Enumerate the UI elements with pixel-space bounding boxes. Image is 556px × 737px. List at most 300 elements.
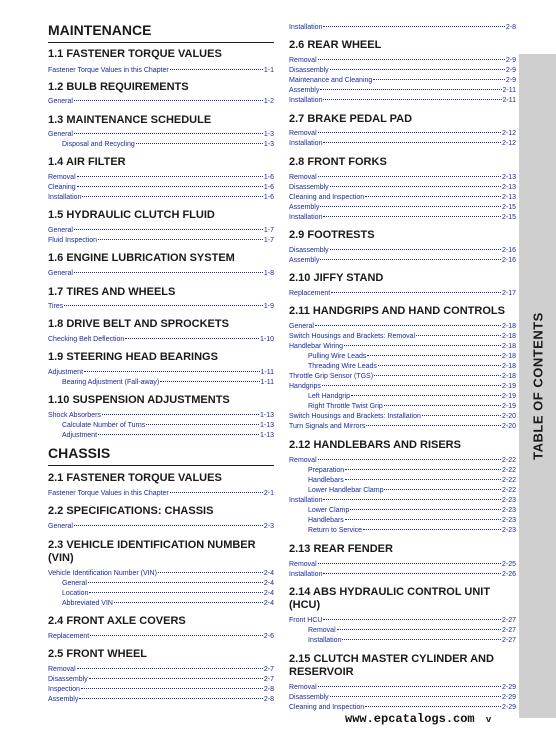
dot-leader [322, 385, 501, 386]
toc-entry-page: 1-13 [259, 422, 274, 429]
toc-entry[interactable] [48, 226, 274, 235]
toc-entry-page: 2-22 [501, 477, 516, 484]
toc-entry-page: 1-8 [263, 270, 274, 277]
toc-entry-page: 2-20 [501, 423, 516, 430]
toc-entry-title: Assembly [289, 87, 320, 94]
toc-entry[interactable] [289, 256, 516, 265]
toc-entry-title: Tires [48, 303, 64, 310]
section-heading: 2.2 SPECIFICATIONS: CHASSIS [48, 505, 214, 517]
dot-leader [77, 668, 263, 669]
toc-entry-page: 2-3 [263, 523, 274, 530]
toc-entry-page: 2-8 [263, 696, 274, 703]
dot-leader [64, 305, 263, 306]
toc-entry-page: 2-19 [501, 403, 516, 410]
toc-entry-title: Lower Handlebar Clamp [308, 487, 384, 494]
toc-entry-page: 2-8 [505, 24, 516, 31]
toc-entry-page: 2-23 [501, 507, 516, 514]
toc-entry-page: 2-23 [501, 517, 516, 524]
dot-leader [363, 529, 501, 530]
toc-entry-title: General [48, 270, 73, 277]
toc-entry-title: Assembly [289, 204, 320, 211]
toc-entry-page: 2-18 [501, 343, 516, 350]
toc-entry-title: Cleaning and Inspection [289, 704, 365, 711]
toc-entry-page: 1-3 [263, 131, 274, 138]
toc-entry-page: 1-13 [259, 432, 274, 439]
toc-entry-page: 2-16 [501, 247, 516, 254]
section-heading: 1.10 SUSPENSION ADJUSTMENTS [48, 394, 230, 406]
toc-entry[interactable] [289, 382, 516, 391]
toc-entry[interactable] [289, 352, 516, 361]
dot-leader [74, 100, 263, 101]
toc-entry[interactable] [289, 570, 516, 579]
dot-leader [330, 696, 501, 697]
dot-leader [378, 365, 501, 366]
toc-entry-page: 2-4 [263, 570, 274, 577]
toc-entry-title: Installation [48, 194, 82, 201]
dot-leader [422, 415, 501, 416]
toc-entry-title: Bearing Adjustment (Fall-away) [62, 379, 160, 386]
dot-leader [345, 519, 501, 520]
toc-entry-page: 1-6 [263, 194, 274, 201]
toc-entry[interactable] [48, 66, 274, 75]
section-heading: 2.13 REAR FENDER [289, 543, 393, 555]
section-heading: 2.5 FRONT WHEEL [48, 648, 148, 660]
dot-leader [350, 509, 501, 510]
toc-entry-title: Handgrips [289, 383, 321, 390]
toc-entry[interactable] [289, 56, 516, 65]
toc-entry[interactable] [48, 579, 274, 588]
dot-leader [318, 59, 505, 60]
dot-leader [345, 469, 501, 470]
toc-entry-title: Adjustment [48, 369, 84, 376]
toc-entry-page: 2-29 [501, 694, 516, 701]
toc-entry-title: Removal [289, 174, 317, 181]
toc-entry-title: Assembly [48, 696, 79, 703]
dot-leader [351, 395, 501, 396]
toc-entry[interactable] [289, 516, 516, 525]
toc-entry[interactable] [48, 269, 274, 278]
toc-entry-page: 2-23 [501, 527, 516, 534]
toc-entry-page: 1-9 [263, 303, 274, 310]
toc-entry[interactable] [48, 599, 274, 608]
toc-entry[interactable] [48, 378, 274, 387]
toc-entry[interactable] [289, 703, 516, 712]
toc-entry-page: 2-15 [501, 204, 516, 211]
dot-leader [323, 216, 501, 217]
toc-entry[interactable] [48, 173, 274, 182]
toc-entry[interactable] [48, 685, 274, 694]
toc-entry[interactable] [48, 193, 274, 202]
toc-entry-title: Disassembly [289, 67, 329, 74]
toc-entry[interactable] [289, 332, 516, 341]
toc-entry-page: 2-6 [263, 633, 274, 640]
toc-entry[interactable] [289, 412, 516, 421]
toc-entry-title: Shock Absorbers [48, 412, 101, 419]
section-heading: 1.2 BULB REQUIREMENTS [48, 81, 189, 93]
toc-entry-title: Location [62, 590, 89, 597]
dot-leader [98, 434, 259, 435]
toc-entry-page: 2-19 [501, 383, 516, 390]
toc-entry-title: Cleaning and Inspection [289, 194, 365, 201]
toc-entry-title: Preparation [308, 467, 345, 474]
toc-entry[interactable] [48, 665, 274, 674]
toc-entry-title: Pulling Wire Leads [308, 353, 367, 360]
toc-entry-page: 1-10 [259, 336, 274, 343]
dot-leader [170, 492, 263, 493]
section-heading: 1.3 MAINTENANCE SCHEDULE [48, 114, 212, 126]
dot-leader [374, 375, 501, 376]
section-heading: 1.4 AIR FILTER [48, 156, 126, 168]
chapter-heading: MAINTENANCE [48, 22, 152, 38]
toc-entry[interactable] [289, 246, 516, 255]
dot-leader [318, 176, 501, 177]
dot-leader [158, 572, 263, 573]
toc-entry-title: Removal [289, 57, 317, 64]
toc-entry[interactable] [289, 526, 516, 535]
dot-leader [323, 142, 501, 143]
toc-entry[interactable] [289, 193, 516, 202]
toc-entry-page: 1-6 [263, 184, 274, 191]
toc-entry-title: General [62, 580, 87, 587]
toc-entry-page: 2-18 [501, 353, 516, 360]
toc-entry-title: General [48, 131, 73, 138]
toc-entry-title: Disposal and Recycling [62, 141, 135, 148]
toc-entry-title: Disassembly [48, 676, 88, 683]
toc-entry-title: Front HCU [289, 617, 323, 624]
toc-entry[interactable] [289, 402, 516, 411]
toc-entry-page: 2-8 [263, 686, 274, 693]
toc-entry-page: 2-4 [263, 580, 274, 587]
dot-leader [102, 414, 259, 415]
toc-entry-page: 2-9 [505, 57, 516, 64]
toc-entry-title: Handlebar Wiring [289, 343, 344, 350]
dot-leader [365, 706, 501, 707]
toc-entry-title: Throttle Grip Sensor (TGS) [289, 373, 374, 380]
section-heading: 1.8 DRIVE BELT AND SPROCKETS [48, 318, 229, 330]
dot-leader [342, 639, 501, 640]
toc-entry[interactable] [48, 236, 274, 245]
toc-entry[interactable] [289, 342, 516, 351]
toc-entry-title: Replacement [48, 633, 90, 640]
toc-entry-title: Maintenance and Cleaning [289, 77, 373, 84]
toc-entry-title: Removal [289, 457, 317, 464]
toc-entry-page: 2-22 [501, 467, 516, 474]
toc-entry[interactable] [289, 372, 516, 381]
dot-leader [84, 371, 259, 372]
dot-leader [318, 686, 501, 687]
toc-entry-page: 2-13 [501, 184, 516, 191]
section-heading: 2.1 FASTENER TORQUE VALUES [48, 472, 222, 484]
toc-entry-page: 2-26 [501, 571, 516, 578]
toc-entry[interactable] [48, 522, 274, 531]
page-number: v [485, 715, 492, 725]
toc-entry-page: 2-15 [501, 214, 516, 221]
footer-watermark: www.epcatalogs.com [345, 712, 475, 726]
dot-leader [330, 186, 501, 187]
section-heading: 2.15 CLUTCH MASTER CYLINDER AND [289, 653, 494, 665]
toc-entry-title: Adjustment [62, 432, 98, 439]
toc-entry-title: Left Handgrip [308, 393, 351, 400]
toc-entry[interactable] [48, 130, 274, 139]
toc-entry-page: 2-12 [501, 130, 516, 137]
toc-entry-page: 2-18 [501, 333, 516, 340]
toc-entry[interactable] [289, 496, 516, 505]
toc-entry-title: Installation [289, 140, 323, 147]
toc-entry[interactable] [48, 421, 274, 430]
toc-entry-title: Handlebars [308, 517, 344, 524]
toc-entry-page: 1-13 [259, 412, 274, 419]
toc-entry-page: 2-7 [263, 676, 274, 683]
toc-entry-title: Checking Belt Deflection [48, 336, 125, 343]
toc-entry-page: 1-7 [263, 237, 274, 244]
toc-entry-page: 2-20 [501, 413, 516, 420]
toc-entry-title: Calculate Number of Turns [62, 422, 146, 429]
toc-entry[interactable] [289, 139, 516, 148]
dot-leader [384, 405, 501, 406]
toc-entry[interactable] [289, 96, 516, 105]
toc-entry-page: 1-11 [260, 369, 274, 376]
toc-entry[interactable] [289, 129, 516, 138]
toc-entry-title: Replacement [289, 290, 331, 297]
dot-leader [74, 525, 263, 526]
toc-entry[interactable] [289, 693, 516, 702]
dot-leader [320, 259, 501, 260]
dot-leader [318, 563, 501, 564]
toc-entry-title: Removal [289, 684, 317, 691]
dot-leader [136, 143, 263, 144]
toc-entry-title: General [289, 323, 314, 330]
dot-leader [125, 338, 259, 339]
section-heading: 2.14 ABS HYDRAULIC CONTROL UNIT [289, 586, 491, 598]
toc-entry-page: 2-9 [505, 77, 516, 84]
sidebar-label: TABLE OF CONTENTS [530, 312, 545, 460]
section-heading: (VIN) [48, 552, 74, 564]
toc-entry-page: 2-13 [501, 194, 516, 201]
toc-entry[interactable] [289, 289, 516, 298]
dot-leader [89, 678, 263, 679]
toc-entry-page: 2-27 [501, 617, 516, 624]
toc-entry[interactable] [48, 335, 274, 344]
toc-entry[interactable] [289, 683, 516, 692]
toc-entry-title: Right Throttle Twist Grip [308, 403, 383, 410]
dot-leader [320, 206, 501, 207]
toc-entry-title: Removal [289, 561, 317, 568]
toc-entry-title: Fastener Torque Values in this Chapter [48, 490, 169, 497]
toc-entry-page: 2-29 [501, 704, 516, 711]
toc-entry-title: Fastener Torque Values in this Chapter [48, 67, 169, 74]
section-heading: 2.3 VEHICLE IDENTIFICATION NUMBER [48, 539, 256, 551]
dot-leader [146, 424, 259, 425]
toc-entry-page: 2-7 [263, 666, 274, 673]
dot-leader [416, 335, 501, 336]
toc-entry-page: 1-3 [263, 141, 274, 148]
toc-entry-title: Disassembly [289, 694, 329, 701]
toc-entry[interactable] [48, 431, 274, 440]
dot-leader [318, 459, 501, 460]
toc-entry-title: Removal [48, 174, 76, 181]
toc-entry-page: 2-19 [501, 393, 516, 400]
toc-entry[interactable] [289, 506, 516, 515]
section-heading: 1.6 ENGINE LUBRICATION SYSTEM [48, 252, 235, 264]
dot-leader [77, 186, 263, 187]
toc-entry-page: 2-22 [501, 457, 516, 464]
toc-entry-title: Installation [289, 214, 323, 221]
section-heading: 2.11 HANDGRIPS AND HAND CONTROLS [289, 305, 505, 317]
toc-entry[interactable] [48, 632, 274, 641]
toc-entry-title: Installation [289, 24, 323, 31]
toc-entry-page: 2-4 [263, 590, 274, 597]
dot-leader [318, 132, 501, 133]
toc-entry-page: 2-9 [505, 67, 516, 74]
dot-leader [74, 133, 263, 134]
toc-entry-page: 2-4 [263, 600, 274, 607]
dot-leader [384, 489, 501, 490]
toc-entry-page: 2-25 [501, 561, 516, 568]
toc-entry[interactable] [289, 456, 516, 465]
dot-leader [323, 573, 501, 574]
section-heading: 1.7 TIRES AND WHEELS [48, 286, 176, 298]
section-heading: 2.7 BRAKE PEDAL PAD [289, 113, 413, 125]
dot-leader [345, 479, 501, 480]
toc-entry-page: 2-1 [263, 490, 274, 497]
toc-entry[interactable] [289, 560, 516, 569]
toc-entry-page: 2-11 [502, 97, 516, 104]
section-heading: 1.5 HYDRAULIC CLUTCH FLUID [48, 209, 215, 221]
toc-entry[interactable] [289, 626, 516, 635]
toc-entry[interactable] [48, 489, 274, 498]
toc-entry-page: 2-18 [501, 373, 516, 380]
section-heading: 2.6 REAR WHEEL [289, 39, 382, 51]
dot-leader [98, 239, 263, 240]
toc-entry[interactable] [289, 203, 516, 212]
section-heading: 2.8 FRONT FORKS [289, 156, 387, 168]
dot-leader [323, 619, 501, 620]
dot-leader [331, 292, 501, 293]
toc-entry[interactable] [289, 636, 516, 645]
toc-entry-title: Turn Signals and Mirrors [289, 423, 366, 430]
toc-entry[interactable] [289, 23, 516, 32]
chapter-rule [48, 465, 274, 466]
toc-entry[interactable] [289, 76, 516, 85]
dot-leader [365, 196, 501, 197]
toc-entry-title: General [48, 98, 73, 105]
toc-entry[interactable] [289, 616, 516, 625]
toc-entry[interactable] [289, 476, 516, 485]
dot-leader [170, 69, 263, 70]
dot-leader [79, 698, 263, 699]
toc-entry-title: Switch Housings and Brackets: Installation [289, 413, 421, 420]
section-heading: 2.10 JIFFY STAND [289, 272, 384, 284]
toc-entry[interactable] [289, 486, 516, 495]
toc-entry-title: Cleaning [48, 184, 76, 191]
section-heading: RESERVOIR [289, 666, 354, 678]
dot-leader [323, 499, 501, 500]
footer [345, 712, 491, 726]
toc-entry-title: Vehicle Identification Number (VIN) [48, 570, 157, 577]
toc-entry[interactable] [289, 86, 516, 95]
toc-entry-page: 2-11 [502, 87, 516, 94]
toc-entry[interactable] [289, 362, 516, 371]
toc-entry[interactable] [48, 302, 274, 311]
dot-leader [344, 345, 501, 346]
toc-entry[interactable] [289, 392, 516, 401]
dot-leader [88, 582, 263, 583]
toc-entry-title: Threading Wire Leads [308, 363, 377, 370]
chapter-rule [48, 42, 274, 43]
toc-entry[interactable] [289, 66, 516, 75]
dot-leader [323, 99, 501, 100]
toc-entry-title: Switch Housings and Brackets: Removal [289, 333, 416, 340]
dot-leader [74, 229, 263, 230]
dot-leader [337, 629, 501, 630]
section-heading: (HCU) [289, 599, 321, 611]
toc-entry[interactable] [289, 422, 516, 431]
toc-entry-title: Fluid Inspection [48, 237, 98, 244]
toc-sidebar-tab [519, 54, 556, 718]
toc-entry-page: 2-18 [501, 363, 516, 370]
toc-entry[interactable] [289, 183, 516, 192]
toc-entry-title: Removal [48, 666, 76, 673]
toc-entry-page: 1-11 [260, 379, 274, 386]
toc-entry[interactable] [48, 140, 274, 149]
toc-entry[interactable] [48, 695, 274, 704]
toc-entry-title: Lower Clamp [308, 507, 350, 514]
toc-entry[interactable] [289, 213, 516, 222]
toc-entry[interactable] [48, 97, 274, 106]
toc-entry-title: Inspection [48, 686, 80, 693]
toc-entry-page: 2-29 [501, 684, 516, 691]
toc-entry-title: Installation [289, 97, 323, 104]
dot-leader [114, 602, 263, 603]
dot-leader [320, 89, 501, 90]
toc-entry-title: Disassembly [289, 184, 329, 191]
toc-entry[interactable] [48, 411, 274, 420]
dot-leader [366, 425, 501, 426]
toc-entry-page: 2-22 [501, 487, 516, 494]
toc-entry[interactable] [289, 466, 516, 475]
toc-entry[interactable] [48, 569, 274, 578]
toc-entry[interactable] [48, 368, 274, 377]
toc-entry-page: 2-17 [501, 290, 516, 297]
chapter-heading: CHASSIS [48, 445, 111, 461]
toc-entry-page: 2-27 [501, 637, 516, 644]
section-heading: 2.9 FOOTRESTS [289, 229, 375, 241]
toc-entry-page: 1-2 [263, 98, 274, 105]
toc-entry-title: Removal [289, 130, 317, 137]
section-heading: 1.1 FASTENER TORQUE VALUES [48, 48, 222, 60]
dot-leader [82, 196, 262, 197]
section-heading: 2.4 FRONT AXLE COVERS [48, 615, 186, 627]
dot-leader [74, 272, 263, 273]
toc-entry-page: 1-6 [263, 174, 274, 181]
toc-entry-title: General [48, 523, 73, 530]
dot-leader [323, 26, 504, 27]
toc-entry-title: Abbreviated VIN [62, 600, 113, 607]
toc-entry[interactable] [48, 183, 274, 192]
toc-entry[interactable] [289, 173, 516, 182]
section-heading: 1.9 STEERING HEAD BEARINGS [48, 351, 218, 363]
toc-entry[interactable] [48, 589, 274, 598]
toc-entry-title: General [48, 227, 73, 234]
toc-entry-title: Return to Service [308, 527, 363, 534]
dot-leader [89, 592, 262, 593]
toc-entry[interactable] [289, 322, 516, 331]
dot-leader [160, 381, 259, 382]
toc-entry-page: 2-18 [501, 323, 516, 330]
dot-leader [81, 688, 263, 689]
dot-leader [367, 355, 501, 356]
toc-entry[interactable] [48, 675, 274, 684]
